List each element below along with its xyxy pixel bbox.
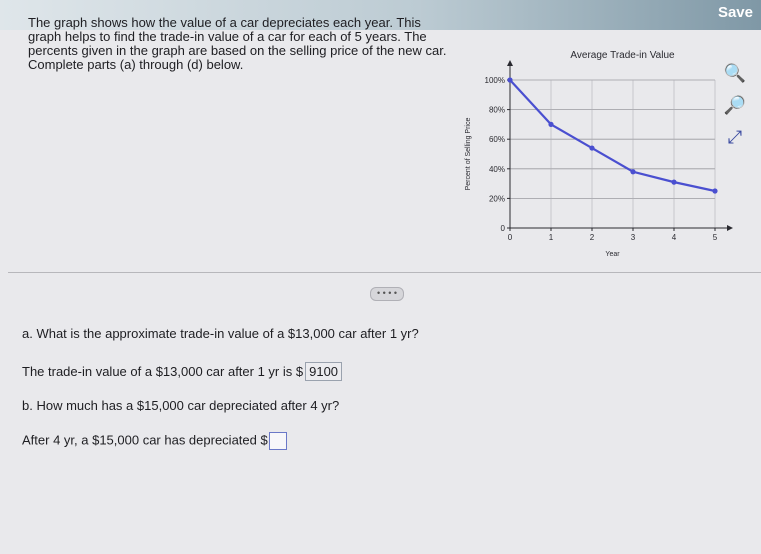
part-b-answer-field[interactable] bbox=[269, 432, 287, 450]
more-button[interactable]: • • • • bbox=[370, 287, 404, 301]
x-tick-label: 2 bbox=[589, 233, 595, 242]
x-axis-arrow bbox=[727, 225, 733, 231]
x-tick-label: 5 bbox=[712, 233, 718, 242]
data-point bbox=[671, 180, 676, 185]
expand-icon[interactable]: ⤢ bbox=[727, 127, 743, 147]
part-a-answer-prefix: The trade-in value of a $13,000 car after 1 yr is $ bbox=[22, 364, 304, 379]
data-point bbox=[712, 188, 717, 193]
y-tick-label: 80% bbox=[488, 105, 505, 115]
x-tick-label: 4 bbox=[671, 233, 677, 242]
section-divider bbox=[8, 272, 761, 273]
data-point bbox=[548, 122, 553, 127]
part-a-answer-line bbox=[22, 362, 342, 381]
y-axis-arrow bbox=[507, 60, 513, 66]
part-b-answer-line bbox=[22, 432, 287, 450]
x-tick-label: 0 bbox=[507, 233, 513, 242]
y-tick-label: 20% bbox=[488, 194, 505, 204]
zoom-out-icon[interactable]: 🔎 bbox=[723, 95, 747, 115]
data-point bbox=[589, 145, 594, 150]
part-a-question: a. What is the approximate trade-in value of a $13,000 car after 1 yr? bbox=[22, 326, 419, 341]
data-point bbox=[507, 77, 512, 82]
y-axis-label: Percent of Selling Price bbox=[465, 117, 472, 191]
trade-in-graph bbox=[440, 40, 740, 270]
line-chart bbox=[440, 40, 740, 270]
y-tick-label: 0 bbox=[500, 224, 505, 233]
part-b-answer-prefix: After 4 yr, a $15,000 car has depreciated $ bbox=[22, 432, 268, 448]
x-tick-label: 1 bbox=[548, 233, 554, 242]
problem-intro: The graph shows how the value of a car depreciates each year. This graph helps to find the trade-in value of a car for each of 5 years. The percents given in the graph are based on the selling price of the new car. Complete parts (a) through (d) below. bbox=[28, 15, 447, 72]
x-tick-label: 3 bbox=[630, 233, 636, 242]
save-button[interactable]: Save bbox=[717, 4, 753, 21]
part-a-answer-field[interactable]: 9100 bbox=[305, 362, 342, 381]
zoom-in-icon[interactable]: 🔍 bbox=[723, 63, 747, 83]
y-tick-label: 100% bbox=[484, 76, 505, 85]
data-point bbox=[630, 169, 635, 174]
series-line bbox=[510, 80, 715, 191]
y-tick-label: 60% bbox=[488, 135, 505, 145]
part-b-question: b. How much has a $15,000 car depreciated after 4 yr? bbox=[22, 398, 340, 413]
chart-title: Average Trade-in Value bbox=[570, 50, 675, 61]
x-axis-label: Year bbox=[605, 251, 620, 258]
y-tick-label: 40% bbox=[488, 164, 505, 174]
